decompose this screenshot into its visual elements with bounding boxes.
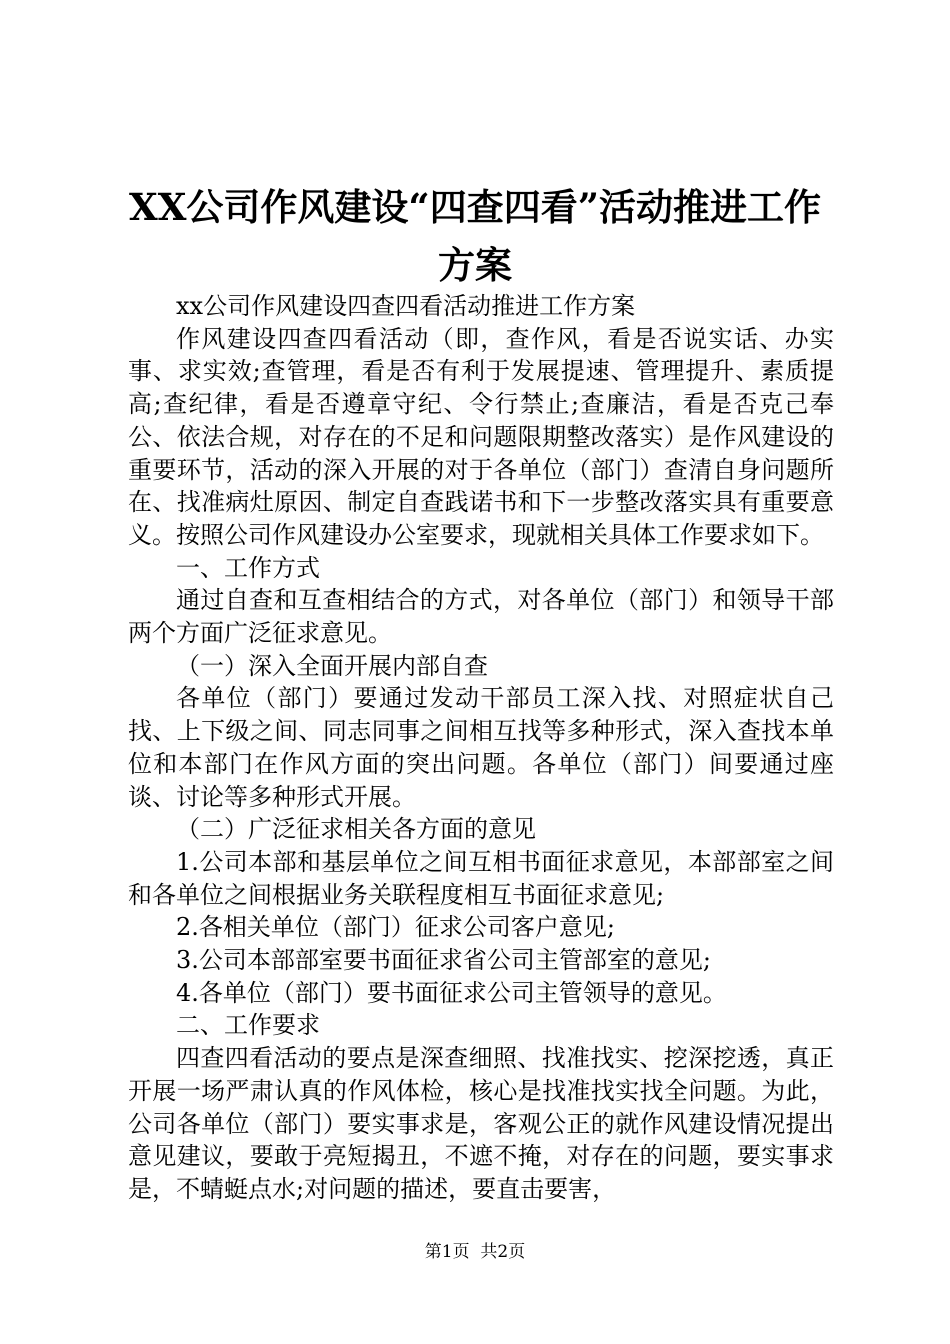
title-line-2: 方案 <box>438 243 512 287</box>
paragraph-intro: 作风建设四查四看活动（即，查作风，看是否说实话、办实事、求实效;查管理，看是否有利于发展提速、管理提升、素质提高;查纪律，看是否遵章守纪、令行禁止;查廉洁，看是否克己奉公、依法合规，对存在的不足和问题限期整改落实）是作风建设的重要环节，活动的深入开展的对于各单位（部门）查清自身问题所在、找准病灶原因、制定自查践诺书和下一步整改落实具有重要意义。按照公司作风建设办公室要求，现就相关具体工作要求如下。 <box>128 324 834 549</box>
document-body <box>128 290 834 1206</box>
paragraph-subtitle: xx公司作风建设四查四看活动推进工作方案 <box>176 292 636 320</box>
paragraph: 各单位（部门）要通过发动干部员工深入找、对照症状自己找、上下级之间、同志同事之间相互找等多种形式，深入查找本单位和本部门在作风方面的突出问题。各单位（部门）间要通过座谈、讨论等多种形式开展。 <box>128 684 834 811</box>
paragraph: 通过自查和互查相结合的方式，对各单位（部门）和领导干部两个方面广泛征求意见。 <box>128 586 834 648</box>
paragraph: 四查四看活动的要点是深查细照、找准找实、挖深挖透，真正开展一场严肃认真的作风体检，核心是找准找实找全问题。为此，公司各单位（部门）要实事求是，客观公正的就作风建设情况提出意见建议，要敢于亮短揭丑，不遮不掩，对存在的问题，要实事求是，不蜻蜓点水;对问题的描述，要直击要害， <box>128 1044 834 1203</box>
section-heading-2: 二、工作要求 <box>176 1011 320 1040</box>
list-item: 4.各单位（部门）要书面征求公司主管领导的意见。 <box>176 978 727 1007</box>
section-heading-1: 一、工作方式 <box>176 553 320 582</box>
subsection-heading-1: （一）深入全面开展内部自查 <box>176 651 488 680</box>
list-item: 3.公司本部部室要书面征求省公司主管部室的意见; <box>176 946 711 975</box>
list-item: 1.公司本部和基层单位之间互相书面征求意见，本部部室之间和各单位之间根据业务关联程度相互书面征求意见; <box>128 847 834 909</box>
page-number: 第1页 共2页 <box>424 1242 526 1262</box>
title-line-1: XX公司作风建设“四查四看”活动推进工作 <box>129 185 821 229</box>
subsection-heading-2: （二）广泛征求相关各方面的意见 <box>176 815 536 844</box>
list-item: 2.各相关单位（部门）征求公司客户意见; <box>176 913 615 942</box>
document-title <box>120 178 830 294</box>
page-footer <box>0 1241 950 1263</box>
